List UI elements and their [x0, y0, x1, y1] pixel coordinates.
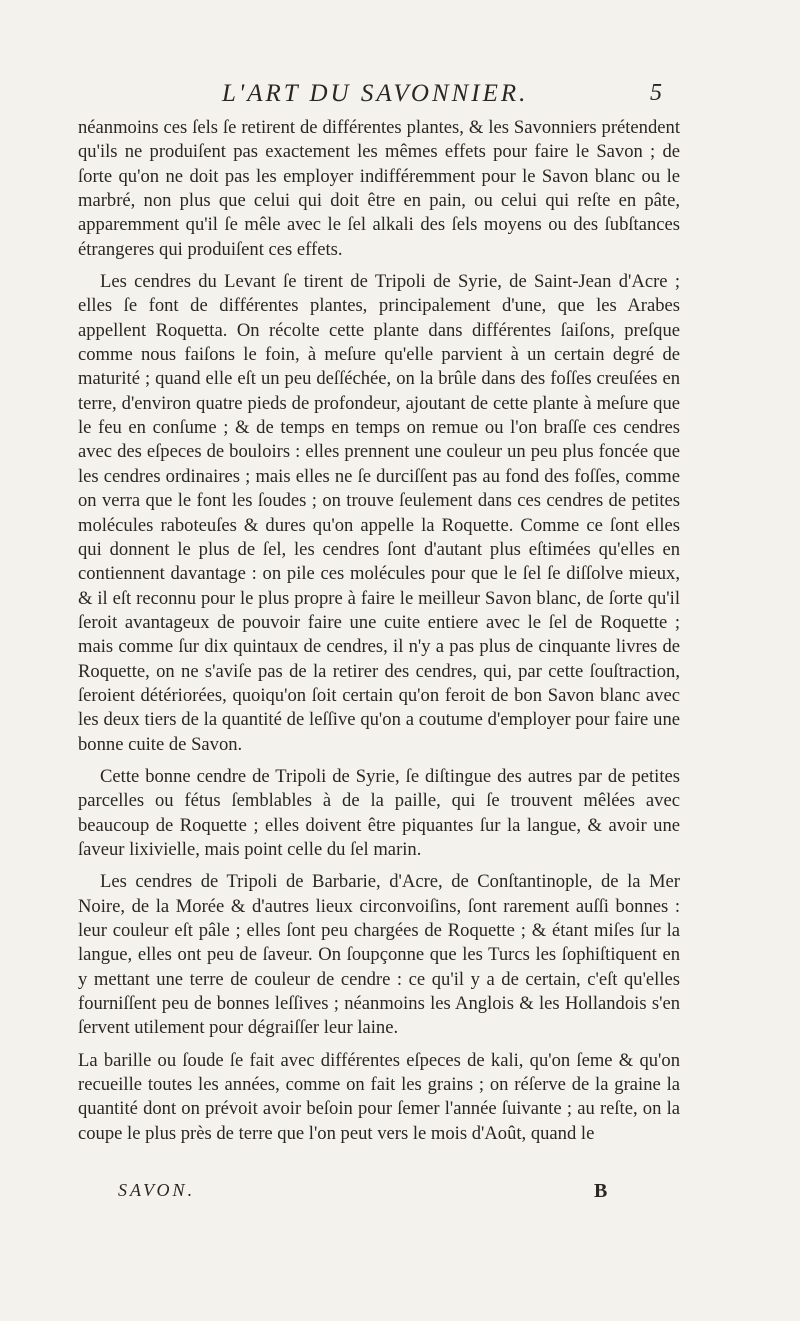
running-title: L'ART DU SAVONNIER. [222, 80, 529, 107]
signature-mark: B [594, 1180, 608, 1202]
running-head [0, 80, 800, 110]
paragraph-3: Cette bonne cendre de Tripoli de Syrie, ſe diſtingue des autres par de petites parcelles ou fétus ſemblables à de la paille, qui ſe trouvent mêlées avec beaucoup de Roquette ; elles doivent être piquantes ſur la langue, & avoir une ſaveur lixivielle, mais point celle du ſel marin. [78, 765, 680, 860]
signature-word: SAVON. [118, 1180, 196, 1200]
paragraph-1: néanmoins ces ſels ſe retirent de différentes plantes, & les Savonniers prétendent qu'ils ne produiſent pas exactement les mêmes effets pour faire le Savon ; de ſorte qu'on ne doit pas les employer indifféremment pour le Savon blanc ou le marbré, non plus que celui qui doit être en pain, ou celui qui reſte en pâte, apparemment qu'il ſe mêle avec le ſel alkali des ſels moyens ou des ſubſtances étrangeres qui produiſent ces effets. [78, 117, 680, 260]
body-text [78, 116, 680, 1154]
page-footer [0, 1180, 800, 1210]
paragraph-2: Les cendres du Levant ſe tirent de Tripoli de Syrie, de Saint-Jean d'Acre ; elles ſe font de différentes plantes, principalement d'une, que les Arabes appellent Roquetta. On récolte cette plante dans différentes ſaiſons, preſque comme nous faiſons le foin, à meſure qu'elle parvient à un certain degré de maturité ; quand elle eſt un peu deſſéchée, on la brûle dans des foſſes creuſées en terre, d'environ quatre pieds de profondeur, ajoutant de cette plante à meſure que le feu en conſume ; & de temps en temps on remue ou l'on braſſe ces cendres avec des eſpeces de bouloirs : elles prennent une couleur un peu plus foncée que les cendres ordinaires ; mais elles ne ſe durciſſent pas au fond des foſſes, comme on verra que le font les ſoudes ; on trouve ſeulement dans ces cendres de petites molécules raboteuſes & dures qu'on appelle la Roquette. Comme ce ſont elles qui donnent le plus de ſel, les cendres ſont d'autant plus eſtimées qu'elles en contiennent davantage : on pile ces molécules pour que le ſel ſe diſſolve mieux, & il eſt reconnu pour le plus propre à faire le meilleur Savon blanc, de ſorte qu'il ſeroit avantageux de pouvoir faire une cuite entiere avec le ſel de Roquette ; mais comme ſur dix quintaux de cendres, il n'y a pas plus de cinquante livres de Roquette, on ne s'aviſe pas de la retirer des cendres, qui, par cette ſouſtraction, ſeroient détériorées, quoiqu'on ſoit certain qu'on feroit de bon Savon blanc avec les deux tiers de la quantité de leſſive qu'on a coutume d'employer pour faire une bonne cuite de Savon. [78, 271, 680, 755]
paragraph-5: La barille ou ſoude ſe fait avec différentes eſpeces de kali, qu'on ſeme & qu'on recueille toutes les années, comme on fait les grains ; on réſerve de la graine la quantité dont on prévoit avoir beſoin pour ſemer l'année ſuivante ; au reſte, on la coupe le plus près de terre que l'on peut vers le mois d'Août, quand le [78, 1049, 680, 1144]
page-number: 5 [650, 80, 662, 106]
paragraph-4: Les cendres de Tripoli de Barbarie, d'Acre, de Conſtantinople, de la Mer Noire, de la Morée & d'autres lieux circonvoiſins, ſont rarement auſſi bonnes : leur couleur eſt pâle ; elles ſont peu chargées de Roquette ; & étant miſes ſur la langue, elles ont peu de ſaveur. On ſoupçonne que les Turcs les ſophiſtiquent en y mettant une terre de couleur de cendre : ce qu'il y a de certain, c'eſt qu'elles fourniſſent peu de bonnes leſſives ; néanmoins les Anglois & les Hollandois s'en ſervent utilement pour dégraiſſer leur laine. [78, 871, 680, 1039]
